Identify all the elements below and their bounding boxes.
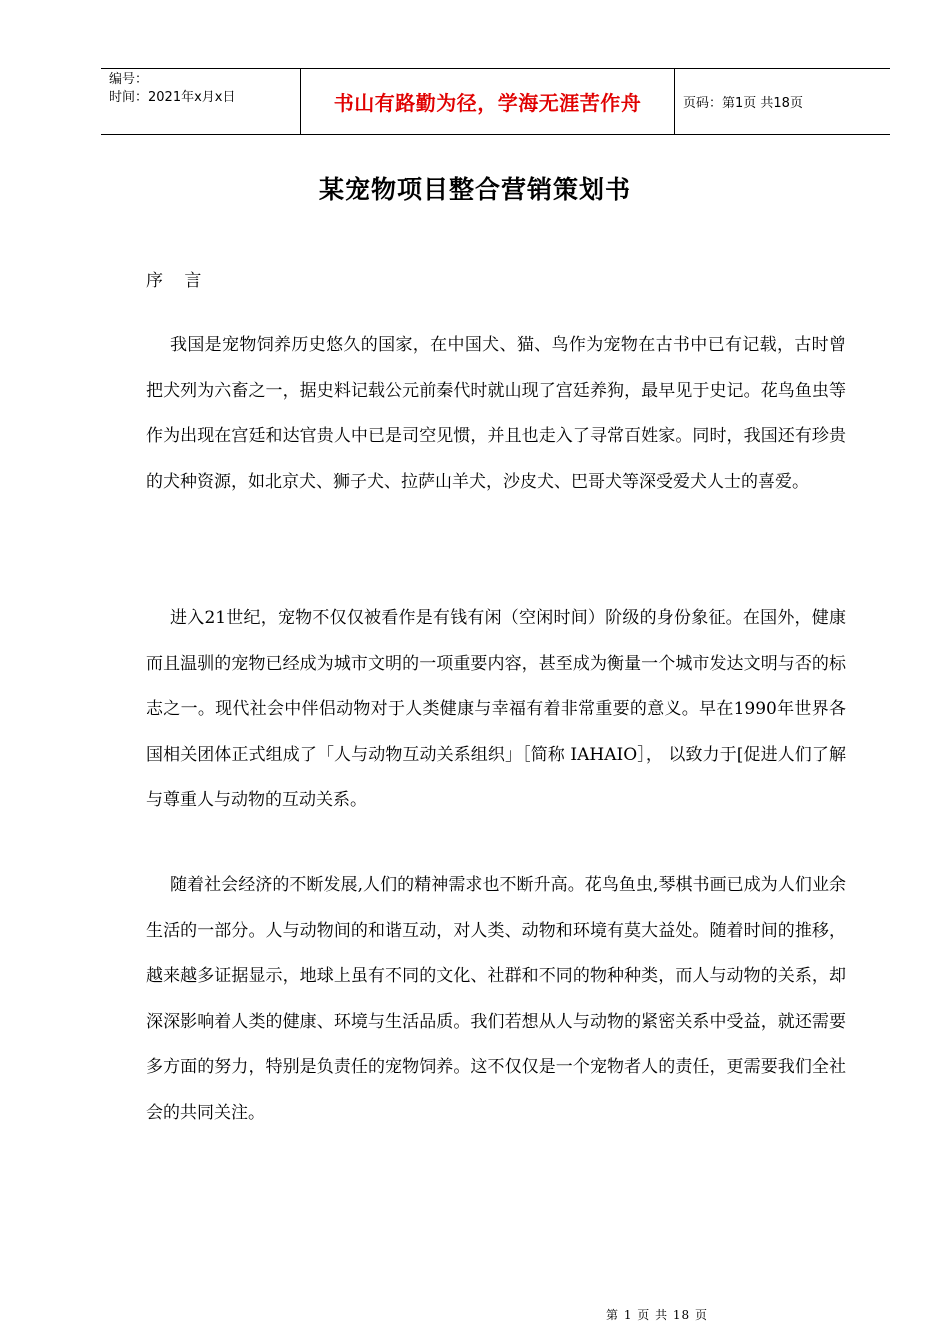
preface-heading: 序 言 [146, 271, 210, 291]
document-number-label: 编号： [109, 72, 149, 87]
document-time-label: 时间：2021年x月x日 [109, 90, 236, 105]
header-motto: 书山有路勤为径，学海无涯苦作舟 [301, 69, 675, 134]
page-footer: 第 1 页 共 18 页 [606, 1308, 708, 1322]
paragraph: 进入21世纪，宠物不仅仅被看作是有钱有闲（空闲时间）阶级的身份象征。在国外，健康而且温驯的宠物已经成为城市文明的一项重要内容，甚至成为衡量一个城市发达文明与否的标志之一。现代社会中伴侣动物对于人类健康与幸福有着非常重要的意义。早在1990年世界各国相关团体正式组成了「人与动物互动关系组织」［简称 IAHAIO］， 以致力于[促进人们了解与尊重人与动物的互动关系。 [146, 608, 846, 810]
paragraph: 我国是宠物饲养历史悠久的国家，在中国犬、猫、鸟作为宠物在古书中已有记载，古时曾把犬列为六畜之一，据史料记载公元前秦代时就山现了宫廷养狗，最早见于史记。花鸟鱼虫等作为出现在宫廷和达官贵人中已是司空见惯，并且也走入了寻常百姓家。同时，我国还有珍贵的犬种资源，如北京犬、狮子犬、拉萨山羊犬，沙皮犬、巴哥犬等深受爱犬人士的喜爱。 [146, 335, 846, 492]
document-header [101, 68, 890, 135]
header-page-info: 页码：第1页 共18页 [683, 96, 803, 111]
paragraph: 随着社会经济的不断发展,人们的精神需求也不断升高。花鸟鱼虫,琴棋书画已成为人们业余生活的一部分。人与动物间的和谐互动，对人类、动物和环境有莫大益处。随着时间的推移，越来越多证据显示，地球上虽有不同的文化、社群和不同的物种种类，而人与动物的关系，却深深影响着人类的健康、环境与生活品质。我们若想从人与动物的紧密关系中受益，就还需要多方面的努力，特别是负责任的宠物饲养。这不仅仅是一个宠物者人的责任，更需要我们全社会的共同关注。 [146, 875, 846, 1123]
header-meta-cell [101, 69, 301, 134]
document-title: 某宠物项目整合营销策划书 [318, 175, 631, 204]
